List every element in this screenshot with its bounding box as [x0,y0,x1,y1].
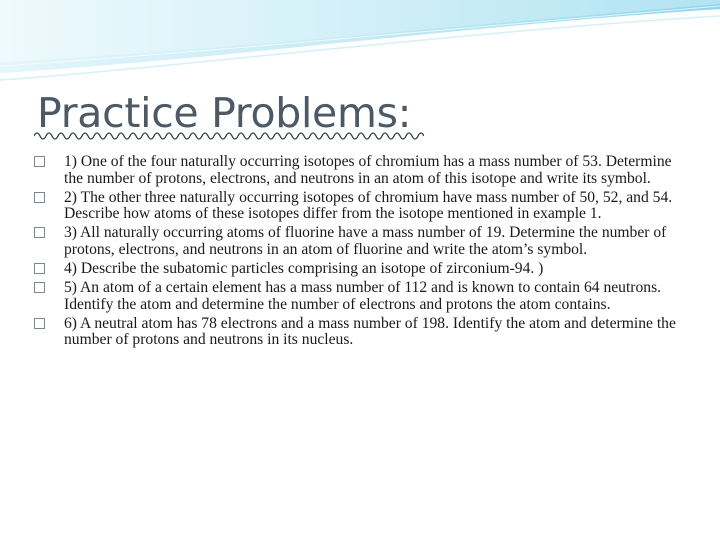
problem-item [34,261,694,278]
problem-text: 4) Describe the subatomic particles comprising an isotope of zirconium-94. ) [64,260,544,278]
problem-item [34,280,694,313]
slide-title: Practice Problems: [37,89,412,137]
problem-text: 6) A neutral atom has 78 electrons and a mass number of 198. Identify the atom and determine the number of protons and neutrons in its nucleus. [64,314,676,349]
square-bullet-icon [34,192,45,203]
problem-item [34,190,694,223]
square-bullet-icon [34,318,45,329]
header-wave-decoration [0,0,720,100]
square-bullet-icon [34,263,45,274]
square-bullet-icon [34,156,45,167]
problem-text: 5) An atom of a certain element has a mass number of 112 and is known to contain 64 neutrons. Identify the atom and determine the number of electrons and protons the atom contains. [64,279,662,313]
problem-text: 3) All naturally occurring atoms of fluorine have a mass number of 19. Determine the number of protons, electrons, and neutrons in an atom of fluorine and write the atom’s symbol. [64,224,667,258]
problem-item [34,154,694,187]
title-squiggle-underline [34,130,424,142]
square-bullet-icon [34,227,45,238]
problem-text: 2) The other three naturally occurring isotopes of chromium have mass number of 50, 52, and 54. Describe how atoms of these isotopes differ from the isotope mentioned in example 1. [64,188,673,223]
problem-item [34,316,694,349]
square-bullet-icon [34,282,45,293]
problem-item [34,225,694,258]
problem-text: 1) One of the four naturally occurring isotopes of chromium has a mass number of 53. Determine the number of protons, electrons, and neutrons in an atom of this isotope and write its symbol. [64,153,672,187]
problem-list [34,154,694,352]
